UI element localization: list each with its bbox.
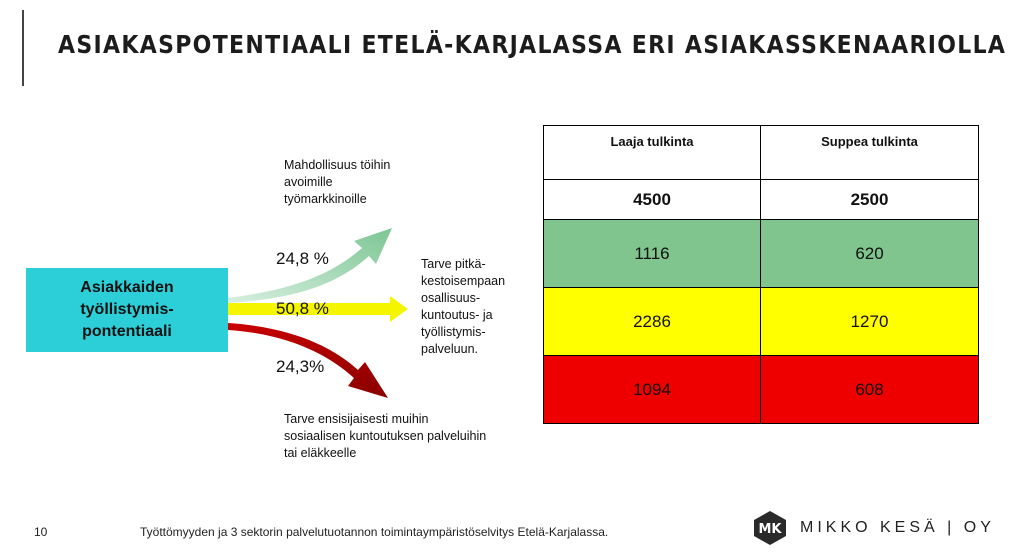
svg-text:MK: MK bbox=[758, 522, 782, 537]
total-wide: 4500 bbox=[544, 180, 761, 220]
note-other-services: Tarve ensisijaisesti muihin sosiaalisen kuntoutuksen palveluihin tai eläkkeelle bbox=[284, 412, 487, 460]
flow-percent-other-services: 24,3% bbox=[276, 357, 325, 376]
total-narrow: 2500 bbox=[761, 180, 979, 220]
page-title: ASIAKASPOTENTIAALI ETELÄ-KARJALASSA ERI ASIAKASSKENAARIOLLA bbox=[58, 30, 1007, 59]
header-wide-interpretation: Laaja tulkinta bbox=[544, 126, 761, 180]
employment-potential-label: Asiakkaiden työllistymis- pontentiaali bbox=[80, 279, 174, 340]
table-row-yellow bbox=[544, 288, 979, 356]
green-wide: 1116 bbox=[544, 220, 761, 288]
table-row-green bbox=[544, 220, 979, 288]
flow-percent-open-market: 24,8 % bbox=[276, 249, 329, 268]
yellow-wide: 2286 bbox=[544, 288, 761, 356]
employment-potential-box bbox=[26, 268, 228, 352]
logo-text: MIKKO KESÄ | OY bbox=[800, 519, 995, 536]
table-total-row bbox=[544, 180, 979, 220]
table-row-red bbox=[544, 356, 979, 424]
company-logo bbox=[752, 510, 995, 546]
red-wide: 1094 bbox=[544, 356, 761, 424]
footer-text: Työttömyyden ja 3 sektorin palvelutuotannon toimintaympäristöselvitys Etelä-Karjalassa. bbox=[140, 525, 609, 539]
mk-logo-icon bbox=[752, 510, 788, 546]
table-header-row bbox=[544, 126, 979, 180]
note-long-term: Tarve pitkä- kestoisempaan osallisuus- kuntoutus- ja työllistymis- palveluun. bbox=[421, 257, 506, 356]
flow-percent-long-term: 50,8 % bbox=[276, 299, 329, 318]
page-number: 10 bbox=[34, 525, 48, 539]
note-open-market: Mahdollisuus töihin avoimille työmarkkinoille bbox=[284, 158, 391, 206]
scenario-table bbox=[543, 125, 979, 424]
green-narrow: 620 bbox=[761, 220, 979, 288]
red-narrow: 608 bbox=[761, 356, 979, 424]
yellow-narrow: 1270 bbox=[761, 288, 979, 356]
header-narrow-interpretation: Suppea tulkinta bbox=[761, 126, 979, 180]
